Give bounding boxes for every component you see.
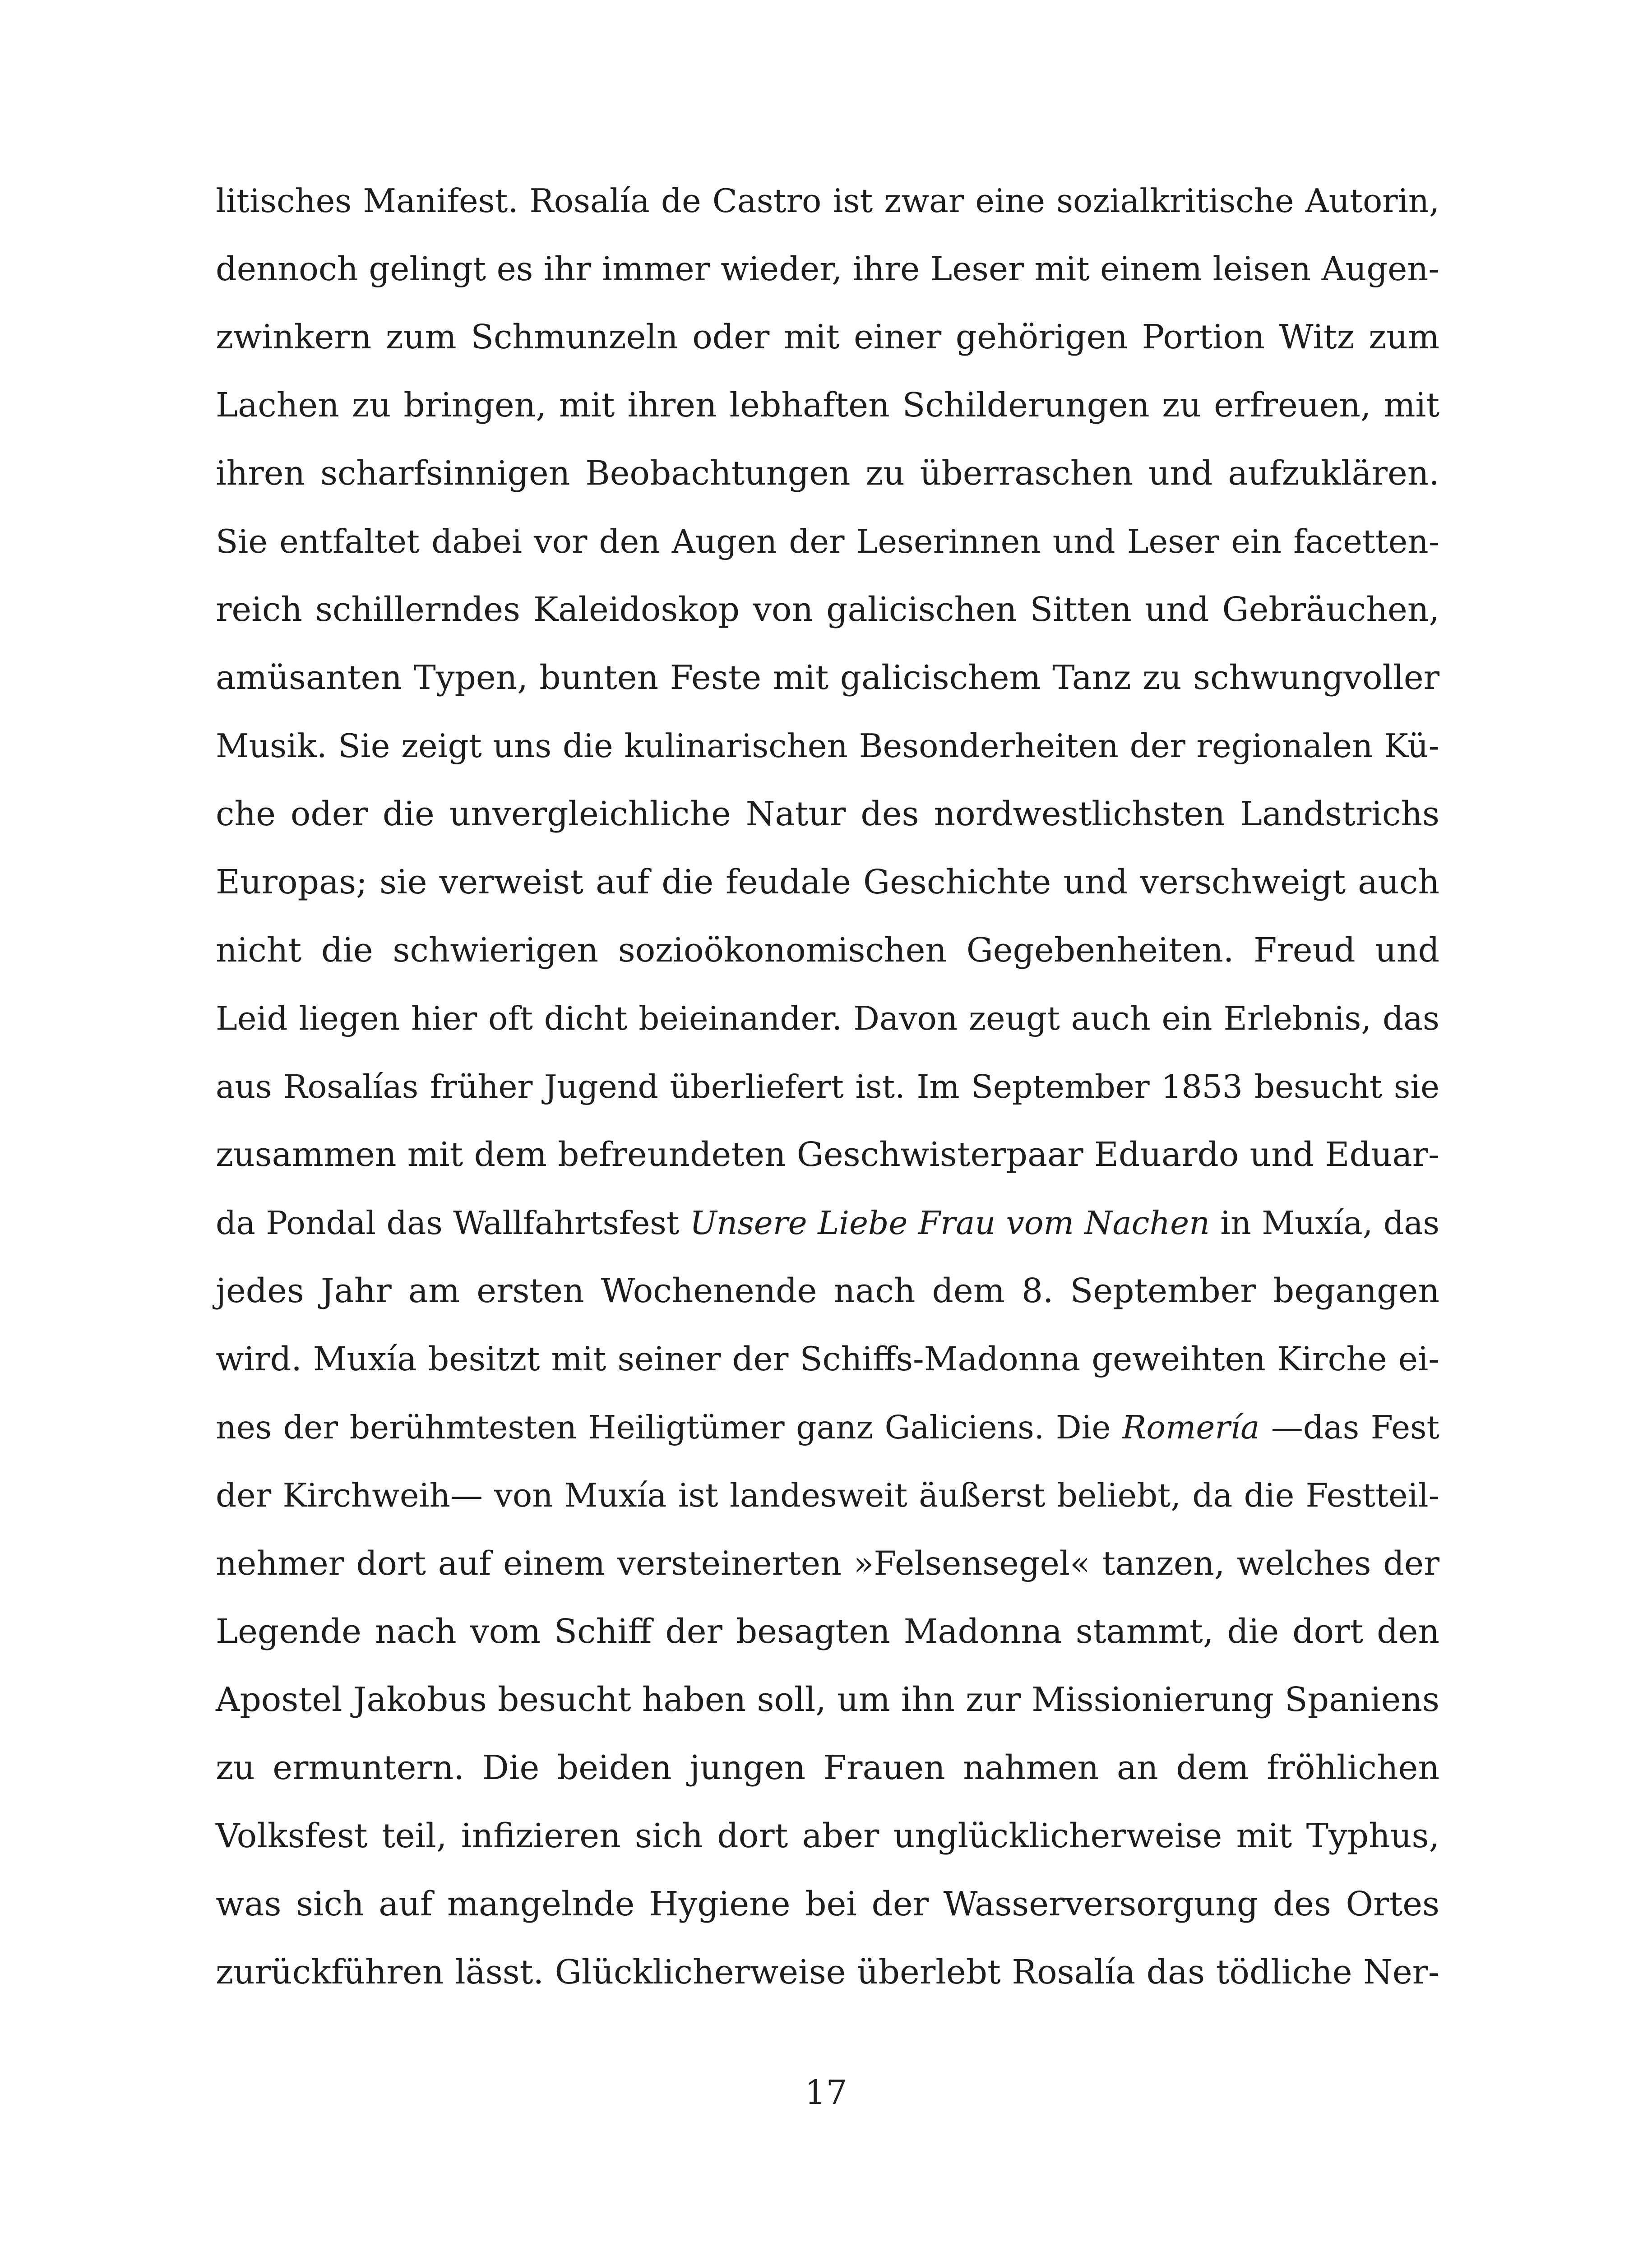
- text-line: wird. Muxía besitzt mit seiner der Schiffs-Madonna geweihten Kirche ei-: [216, 1340, 1439, 1378]
- text-line: [216, 1393, 1439, 1461]
- page-number: 17: [805, 2073, 847, 2112]
- text-line: Legende nach vom Schiff der besagten Madonna stammt, die dort den: [216, 1612, 1439, 1651]
- text-segment: nes der berühmtesten Heiligtümer ganz Galiciens. Die: [216, 1409, 1122, 1446]
- text-line: Sie entfaltet dabei vor den Augen der Leserinnen und Leser ein facetten-: [216, 522, 1439, 560]
- text-line: der Kirchweih— von Muxía ist landesweit äußerst beliebt, da die Festteil-: [216, 1476, 1439, 1514]
- body-text: [216, 167, 1439, 2006]
- text-line: nicht die schwierigen sozioökonomischen Gegebenheiten. Freud und: [216, 931, 1439, 970]
- text-segment: da Pondal das Wallfahrtsfest: [216, 1204, 690, 1242]
- text-segment: —das Fest: [1259, 1409, 1439, 1446]
- text-line: litisches Manifest. Rosalía de Castro ist zwar eine sozialkritische Autorin,: [216, 182, 1439, 220]
- text-line: Apostel Jakobus besucht haben soll, um ihn zur Missionierung Spaniens: [216, 1680, 1439, 1719]
- text-line: ihren scharfsinnigen Beobachtungen zu überraschen und aufzuklären.: [216, 454, 1439, 493]
- text-line: Musik. Sie zeigt uns die kulinarischen Besonderheiten der regionalen Kü-: [216, 727, 1439, 765]
- text-line: Volksfest teil, infizieren sich dort aber unglücklicherweise mit Typhus,: [216, 1817, 1439, 1855]
- text-line: zu ermuntern. Die beiden jungen Frauen nahmen an dem fröhlichen: [216, 1748, 1439, 1787]
- text-line: zwinkern zum Schmunzeln oder mit einer gehörigen Portion Witz zum: [216, 318, 1439, 356]
- text-line: Leid liegen hier oft dicht beieinander. Davon zeugt auch ein Erlebnis, das: [216, 999, 1439, 1037]
- text-line: Europas; sie verweist auf die feudale Geschichte und verschweigt auch: [216, 863, 1439, 901]
- text-line: che oder die unvergleichliche Natur des nordwestlichsten Landstrichs: [216, 795, 1439, 833]
- text-line: dennoch gelingt es ihr immer wieder, ihre Leser mit einem leisen Augen-: [216, 250, 1439, 288]
- text-line: reich schillerndes Kaleidoskop von galicischen Sitten und Gebräuchen,: [216, 590, 1439, 629]
- text-line: Lachen zu bringen, mit ihren lebhaften Schilderungen zu erfreuen, mit: [216, 386, 1439, 425]
- text-line: amüsanten Typen, bunten Feste mit galicischem Tanz zu schwungvoller: [216, 658, 1439, 697]
- text-line: nehmer dort auf einem versteinerten »Felsensegel« tanzen, welches der: [216, 1544, 1439, 1583]
- text-line: aus Rosalías früher Jugend überliefert ist. Im September 1853 besucht sie: [216, 1068, 1439, 1105]
- text-segment: in Muxía, das: [1209, 1204, 1439, 1242]
- italic-term: Romería: [1122, 1409, 1260, 1446]
- text-line: was sich auf mangelnde Hygiene bei der Wasserversorgung des Ortes: [216, 1885, 1439, 1923]
- text-line: zusammen mit dem befreundeten Geschwisterpaar Eduardo und Eduar-: [216, 1135, 1439, 1174]
- event-title: Unsere Liebe Frau vom Nachen: [689, 1204, 1210, 1242]
- text-line: jedes Jahr am ersten Wochenende nach dem 8. September begangen: [216, 1271, 1439, 1310]
- text-line: [216, 1189, 1439, 1257]
- text-line: zurückführen lässt. Glücklicherweise überlebt Rosalía das tödliche Ner-: [216, 1953, 1439, 1992]
